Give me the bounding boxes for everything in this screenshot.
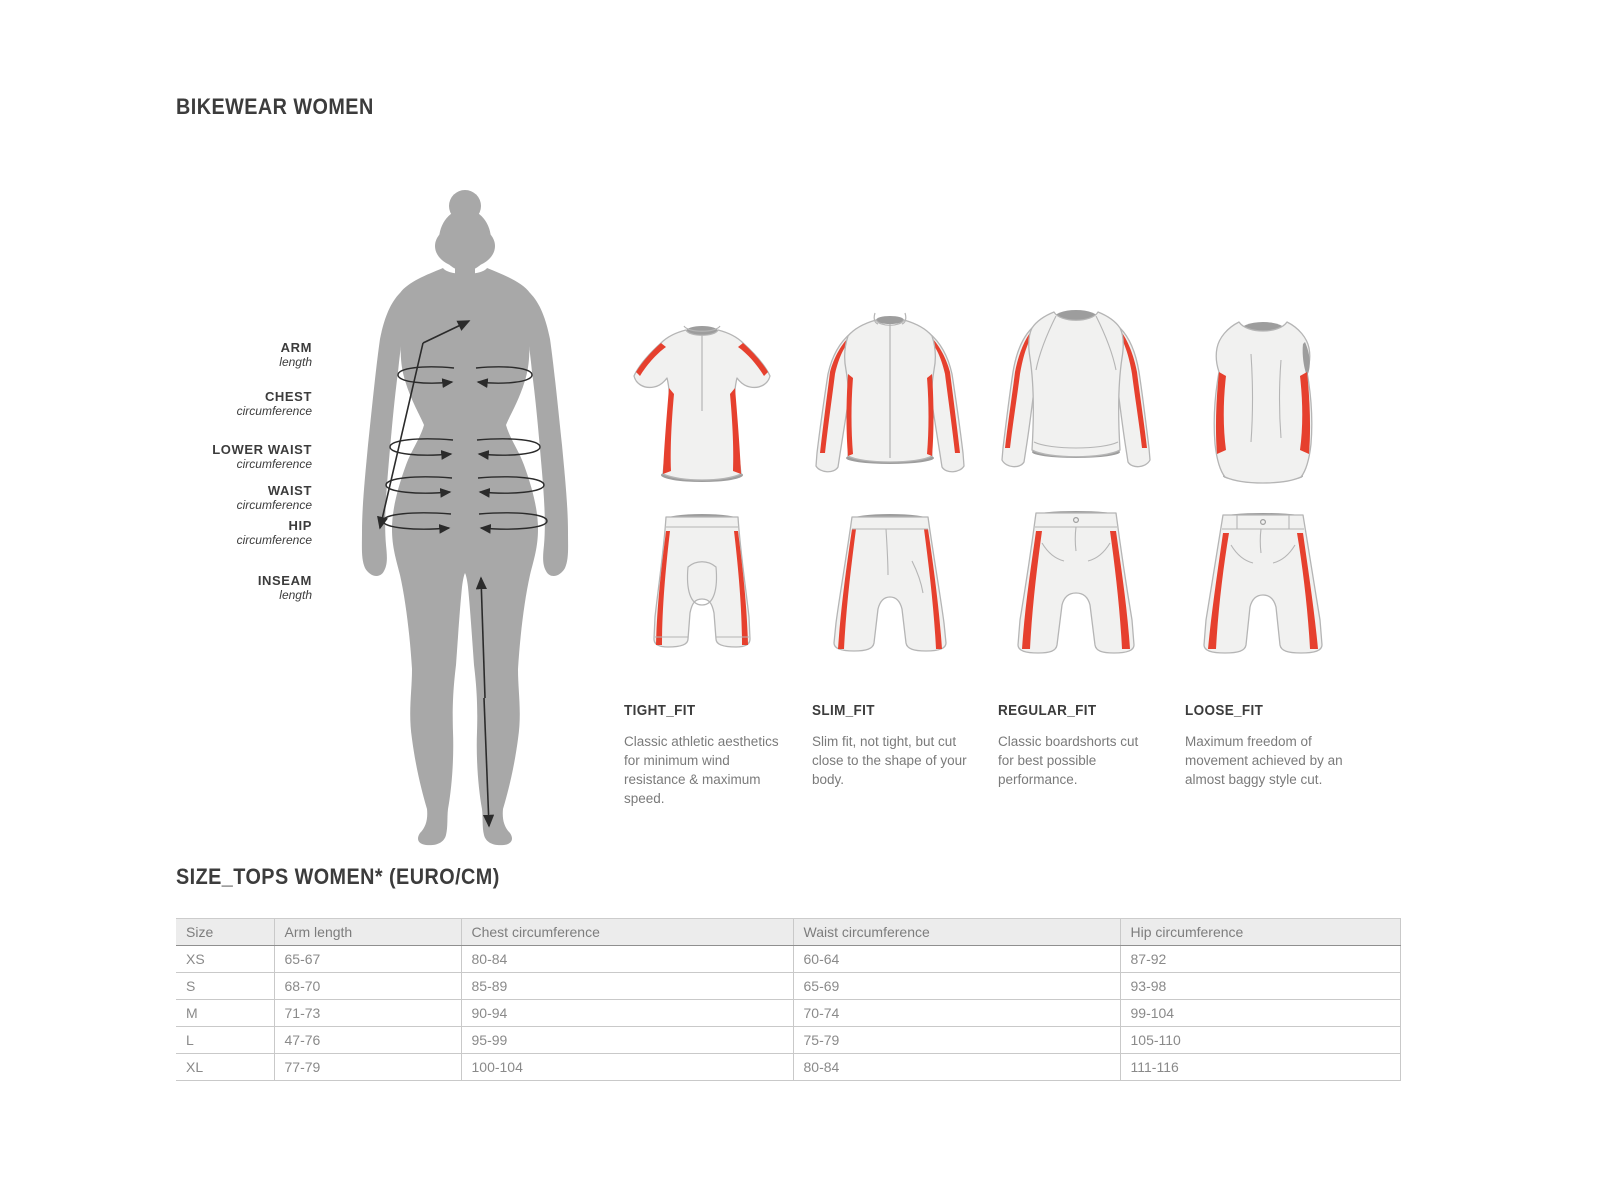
column-header-waist: Waist circumference [793, 919, 1120, 946]
cell-size: XS [176, 946, 274, 973]
label-hip-name: HIP [288, 518, 312, 533]
fit-column-regular [986, 300, 1166, 860]
column-header-size: Size [176, 919, 274, 946]
cell-arm: 77-79 [274, 1054, 461, 1081]
fit-desc-slim: Slim fit, not tight, but cut close to the shape of your body. [812, 734, 967, 787]
label-chest [130, 390, 312, 419]
cell-hip: 111-116 [1120, 1054, 1400, 1081]
fit-desc-loose: Maximum freedom of movement achieved by an almost baggy style cut. [1185, 734, 1343, 787]
label-arm [130, 341, 312, 370]
label-inseam-sub: length [279, 587, 312, 602]
cell-arm: 47-76 [274, 1027, 461, 1054]
fit-desc-tight: Classic athletic aesthetics for minimum wind resistance & maximum speed. [624, 734, 779, 806]
column-header-hip: Hip circumference [1120, 919, 1400, 946]
label-inseam [130, 574, 312, 603]
fit-name-tight: TIGHT_FIT [624, 702, 696, 719]
cell-arm: 65-67 [274, 946, 461, 973]
cell-chest: 100-104 [461, 1054, 793, 1081]
cell-arm: 71-73 [274, 1000, 461, 1027]
cell-hip: 87-92 [1120, 946, 1400, 973]
fit-name-loose: LOOSE_FIT [1185, 702, 1264, 719]
table-row-l [176, 1027, 1400, 1054]
label-lower-waist-name: LOWER WAIST [212, 442, 312, 457]
cell-hip: 105-110 [1120, 1027, 1400, 1054]
loose-fit-sleeveless-top-illustration [1173, 314, 1353, 496]
body-silhouette-illustration [330, 186, 600, 846]
regular-fit-boardshorts-illustration [986, 505, 1166, 655]
cell-size: L [176, 1027, 274, 1054]
label-lower-waist-sub: circumference [236, 456, 312, 471]
label-waist-name: WAIST [267, 483, 312, 498]
label-waist [130, 484, 312, 513]
label-chest-sub: circumference [236, 403, 312, 418]
table-row-xl [176, 1054, 1400, 1081]
label-lower-waist [130, 443, 312, 472]
label-inseam-name: INSEAM [257, 573, 312, 588]
cell-chest: 80-84 [461, 946, 793, 973]
cell-waist: 70-74 [793, 1000, 1120, 1027]
tight-fit-shorts-illustration [612, 505, 792, 655]
table-row-s [176, 973, 1400, 1000]
cell-size: XL [176, 1054, 274, 1081]
cell-waist: 60-64 [793, 946, 1120, 973]
label-arm-name: ARM [280, 340, 312, 355]
cell-arm: 68-70 [274, 973, 461, 1000]
table-row-m [176, 1000, 1400, 1027]
page-title: BIKEWEAR WOMEN [176, 94, 374, 119]
fit-name-regular: REGULAR_FIT [998, 702, 1097, 719]
cell-chest: 90-94 [461, 1000, 793, 1027]
cell-chest: 85-89 [461, 973, 793, 1000]
cell-waist: 65-69 [793, 973, 1120, 1000]
regular-fit-longsleeve-illustration [986, 302, 1166, 497]
slim-fit-shorts-illustration [800, 505, 980, 655]
size-table-header-row [176, 919, 1400, 946]
table-row-xs [176, 946, 1400, 973]
label-arm-sub: length [279, 354, 312, 369]
size-table-title: SIZE_TOPS WOMEN* (EURO/CM) [176, 864, 500, 889]
cell-hip: 93-98 [1120, 973, 1400, 1000]
cell-size: M [176, 1000, 274, 1027]
column-header-arm: Arm length [274, 919, 461, 946]
label-hip [130, 519, 312, 548]
fit-desc-regular: Classic boardshorts cut for best possible performance. [998, 734, 1139, 787]
size-table [176, 918, 1401, 1081]
label-hip-sub: circumference [236, 532, 312, 547]
fit-column-loose [1173, 300, 1353, 860]
cell-waist: 80-84 [793, 1054, 1120, 1081]
fit-column-slim [800, 300, 980, 860]
torso-legs-shape [392, 268, 538, 845]
label-waist-sub: circumference [236, 497, 312, 512]
label-chest-name: CHEST [264, 389, 312, 404]
fit-column-tight [612, 300, 792, 860]
loose-fit-baggy-shorts-illustration [1173, 505, 1353, 655]
slim-fit-jacket-illustration [800, 308, 980, 503]
cell-waist: 75-79 [793, 1027, 1120, 1054]
tight-fit-jersey-illustration [612, 316, 792, 494]
cell-size: S [176, 973, 274, 1000]
column-header-chest: Chest circumference [461, 919, 793, 946]
cell-chest: 95-99 [461, 1027, 793, 1054]
fit-name-slim: SLIM_FIT [812, 702, 875, 719]
cell-hip: 99-104 [1120, 1000, 1400, 1027]
